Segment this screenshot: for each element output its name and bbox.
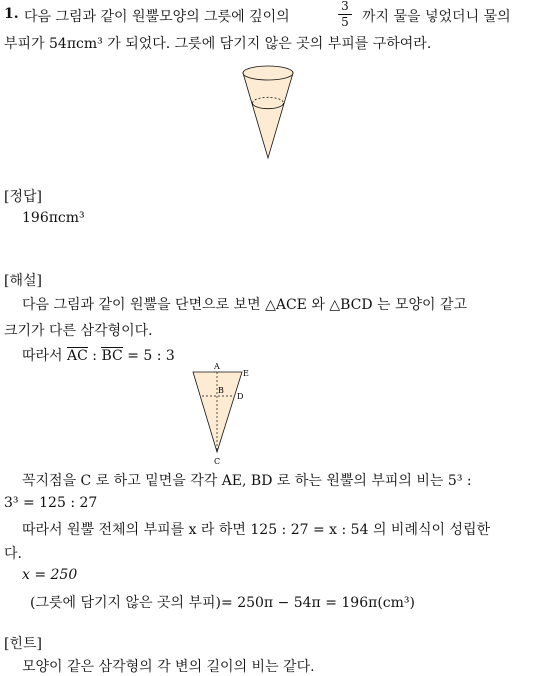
hint-text: 모양이 같은 삼각형의 각 변의 길이의 비는 같다.	[22, 659, 315, 675]
solution-line4: 꼭지점을 C 로 하고 밑면을 각각 AE, BD 로 하는 원뿔의 부피의 비는 5³ :	[22, 473, 472, 489]
fraction-three-fifths	[338, 0, 352, 29]
solution-line9: (그릇에 담기지 않은 곳의 부피)= 250π − 54π = 196π(cm³)	[30, 595, 415, 611]
cross-section-figure	[186, 360, 258, 470]
cone-body	[243, 73, 293, 158]
solution-line1: 다음 그림과 같이 원뿔을 단면으로 보면 △ACE 와 △BCD 는 모양이 같고	[22, 297, 468, 313]
ratio-prefix: 따라서	[22, 348, 63, 364]
solution-line2: 크기가 다른 삼각형이다.	[4, 323, 153, 339]
label-d: D	[237, 392, 244, 401]
solution-line6: 따라서 원뿔 전체의 부피를 x 라 하면 125 : 27 = x : 54 의 비례식이 성립한	[22, 522, 491, 538]
hint-label: [힌트]	[4, 636, 42, 652]
answer-label: [정답]	[4, 189, 42, 205]
solution-line5: 3³ = 125 : 27	[4, 495, 98, 511]
solution-line3	[22, 345, 175, 365]
problem-text-line1a: 다음 그림과 같이 원뿔모양의 그릇에 깊이의	[24, 9, 290, 25]
triangle-ace	[193, 372, 242, 452]
fraction-numerator: 3	[341, 0, 349, 13]
solution-line7: 다.	[4, 546, 22, 562]
label-a: A	[214, 362, 220, 371]
solution-line8: x = 250	[22, 567, 78, 583]
label-e: E	[243, 369, 249, 378]
problem-number: 1.	[4, 6, 19, 22]
cone-figure	[238, 60, 298, 162]
problem-text-line2: 부피가 54πcm³ 가 되었다. 그릇에 담기지 않은 곳의 부피를 구하여라.	[4, 36, 432, 52]
answer-value: 196πcm³	[22, 210, 85, 226]
segment-ac: AC	[67, 348, 88, 364]
label-b: B	[218, 386, 224, 395]
cone-rim	[243, 66, 293, 80]
problem-text-line1b: 까지 물을 넣었더니 물의	[362, 9, 511, 25]
label-c: C	[214, 457, 221, 466]
segment-bc: BC	[101, 348, 123, 364]
ratio-colon: :	[87, 348, 102, 364]
fraction-denominator: 5	[341, 15, 349, 29]
solution-label: [해설]	[4, 273, 42, 289]
ratio-value: = 5 : 3	[127, 348, 175, 364]
